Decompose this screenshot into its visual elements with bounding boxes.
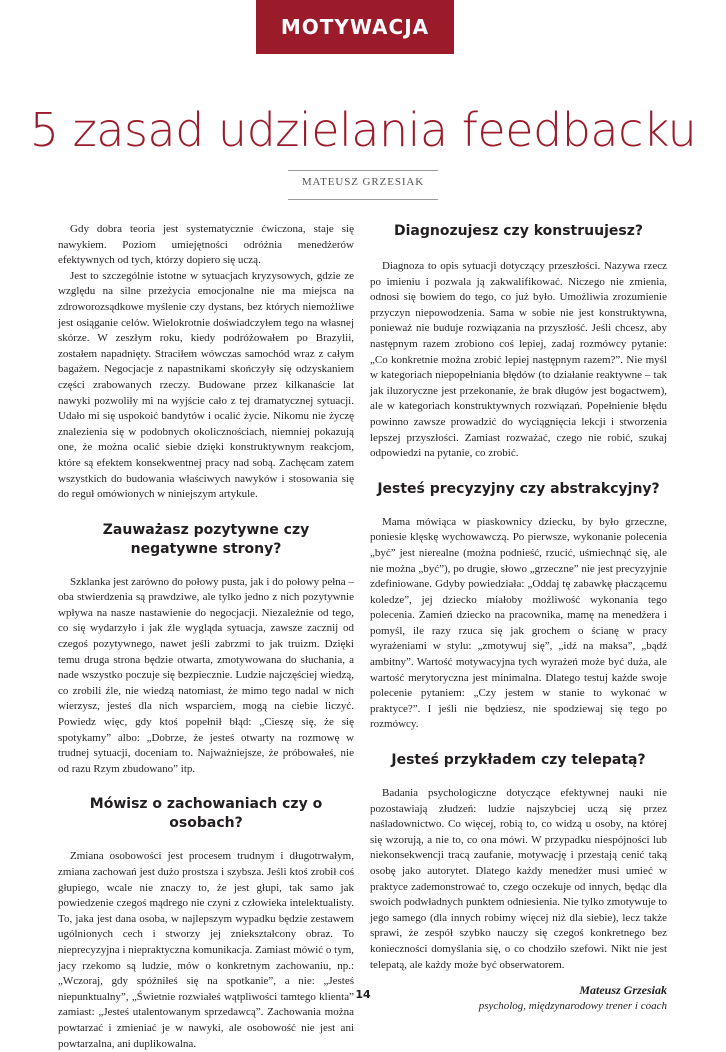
author-rule-bottom xyxy=(288,199,438,200)
author-byline: MATEUSZ GRZESIAK xyxy=(301,176,425,188)
intro-paragraph-1: Gdy dobra teoria jest systematycznie ćwiczona, staje się nawykiem. Poziom umiejętności odróżnia menedżerów efektywnych od tych, którzy dopiero się uczą. xyxy=(58,223,354,267)
signature-name: Mateusz Grzesiak xyxy=(579,983,667,998)
section-label: MOTYWACJA xyxy=(280,15,430,39)
intro-paragraph-2: Jest to szczególnie istotne w sytuacjach kryzysowych, gdzie ze względu na silne przeżycia emocjonalne nie ma miejsca na zdroworozsądkowe myślenie czy dystans, bez których niemożliwe jest osiąganie celów. Wielokrotnie doświadczyłem tego na własnej skórze. W zeszłym roku, kiedy podróżowałem po Brazylii, zostałem napadnięty. Straciłem wówczas samochód wraz z całym bagażem. Negocjacje z napastnikami skończyły się odzyskaniem części zrabowanych rzeczy. Budowane przez kilkanaście lat nawyki pozwoliły mi na wyjście cało z tej dramatycznej sytuacji. Udało mi się uspokoić bandytów i ocalić życie. Nikomu nie życzę znalezienia się w podobnych okolicznościach, niemniej pokazują one, że można ocalić siebie dzięki konstruktywnym reakcjom, które są efektem konsekwentnej pracy nad sobą. Zachęcam zatem wszystkich do budowania właściwych nawyków i stosowania się do reguł omówionych w niniejszym artykule. xyxy=(58,269,354,501)
section-body-example-telepath: Badania psychologiczne dotyczące efektywnej nauki nie pozostawiają złudzeń: ludzie najszybciej uczą się przez naśladownictwo. Co więcej, robią to, co widzą u osoby, na której się wzorują, a nie to, co ona mówi. W przypadku niespójności lub niekonsekwencji tracą zaufanie, motywację i przestają cenić taką osobę jako autorytet. Dlatego każdy menedżer musi umieć w praktyce zademonstrować to, czego oczekuje od innych, będąc dla swoich podwładnych punktem odniesienia. Nie tylko zmotywuje to jego samego (dla innych robimy więcej niż dla siebie), lecz także sprawi, że zespół szybko nauczy się czegoś konkretnego bez konieczności domyślania się, o co chodziło szefowi. Nikt nie jest telepatą, ale każdy może być obserwatorem. xyxy=(370,787,667,971)
section-body-precise-abstract: Mama mówiąca w piaskownicy dziecku, by było grzeczne, poniesie klęskę wychowawczą. Po pierwsze, wykonanie polecenia „być” jest nierealne (można podnieść, rzucić, uśmiechnąć się, ale nie można „być”), po drugie, słowo „grzeczne” nie jest precyzyjnie zdefiniowane. Gdyby powiedziała: „Oddaj tę zabawkę płaczącemu koledze”, jej dziecko miałoby możliwość wykonania tego polecenia. Zamień dziecko na pracownika, mamę na menedżera i pomyśl, ile razy rzuca się jak grochem o ścianę w pracy wyrażeniami w stylu: „zmotywuj się”, „idź na maksa”, „bądź ambitny”. Wartość motywacyjna tych wyrażeń może być duża, ale wartość merytoryczna jest minimalna. Dlatego testuj każde swoje polecenie pytaniem: „Czy jestem w stanie to wykonać w praktyce?”. I jeśli nie będziesz, nie spodziewaj się tego po rozmówcy. xyxy=(370,515,667,731)
section-heading-behaviors-people: Mówisz o zachowaniach czy o osobach? xyxy=(89,796,323,832)
section-body-positive-negative: Szklanka jest zarówno do połowy pusta, jak i do połowy pełna – oba stwierdzenia są prawdziwe, ale tylko jedno z nich pozytywnie wpływa na nasze nastawienie do negocjacji. Niezależnie od tego, co się wydarzyło i jak źle wygląda sytuacja, zawsze zacznij od czegoś pozytywnego, nawet jeśli zabrzmi to jak truizm. Dzięki temu druga strona będzie otwarta, zmotywowana do słuchania, a nade wszystko poczuje się bezpiecznie. Ludzie najczęściej wiedzą, co zrobili źle, nie wiedzą natomiast, że mimo tego nadal w nich wierzysz, jesteś dla nich wsparciem, mogą na ciebie liczyć. Powiedz więc, gdy ktoś popełnił błąd: „Cieszę się, że się spotykamy” albo: „Dobrze, że jesteś otwarty na rozmowę w trudnej sytuacji, doceniam to. Najważniejsze, że próbowałeś, nie od razu Rzym zbudowano” itp. xyxy=(58,575,354,775)
section-heading-positive-negative: Zauważasz pozytywne czy negatywne strony? xyxy=(102,521,310,557)
author-rule-top xyxy=(288,170,438,171)
right-column xyxy=(370,222,667,1012)
section-heading-precise-abstract: Jesteś precyzyjny czy abstrakcyjny? xyxy=(377,480,660,497)
left-column xyxy=(58,222,354,1052)
section-label-tab xyxy=(256,0,454,54)
section-body-diagnose-construct: Diagnoza to opis sytuacji dotyczący przeszłości. Nazywa rzecz po imieniu i pozwala ją zakwalifikować. Niczego nie zmienia, odnosi się bowiem do tego, co już było. Umożliwia zrozumienie przyczyn niepowodzenia. Sama w sobie nie jest konstruktywna, ponieważ nie buduje rozwiązania na przyszłość. Jeśli chcesz, aby następnym razem zrobiono coś lepiej, zadaj rozmówcy pytanie: „Co konkretnie można zrobić lepiej następnym razem?”. Nie myśl w kategoriach niepopełniania błędów (to działanie reaktywne – tak jak iluzoryczne jest przekonanie, że brak długów jest bogactwem), ale w kategoriach konstruktywnych rozwiązań. Popełnienie błędu powinno zawsze prowadzić do wyciągnięcia lekcji i stworzenia lepszej przyszłości. Zamiast rozważać, czego nie robić, szukaj odpowiedzi na pytanie, co zrobić. xyxy=(370,260,667,460)
signature-role: psycholog, międzynarodowy trener i coach xyxy=(478,1000,667,1013)
section-heading-example-telepath: Jesteś przykładem czy telepatą? xyxy=(391,752,646,769)
section-heading-diagnose-construct: Diagnozujesz czy konstruujesz? xyxy=(394,223,643,239)
page-number: 14 xyxy=(355,988,371,1001)
section-body-behaviors-people: Zmiana osobowości jest procesem trudnym i długotrwałym, zmiana zachowań jest dużo prostsza i szybsza. Jeśli ktoś zrobił coś głupiego, wcale nie znaczy to, że jest głupi, tak samo jak powiedzenie czegoś mądrego nie czyni z człowieka intelektualisty. To, jaka jest dana osoba, w najlepszym wypadku będzie zestawem ugólnionych cech i stworzy jej zniekształcony obraz. To nieprecyzyjna i niepraktyczna komunikacja. Zamiast mówić o tym, jacy rzekomo są ludzie, mów o konkretnym zachowaniu, np.: „Wczoraj, gdy spóźniłeś się na spotkanie”, a nie: „Jesteś niepunktualny”, „Świetnie rozwiałeś wątpliwości tamtego klienta” zamiast: „Jesteś utalentowanym sprzedawcą”. Zachowania można powtarzać i zmieniać je w nawyki, ale osobowość nie jest ani powtarzalna, ani duplikowalna. xyxy=(58,850,354,1050)
article-title: 5 zasad udzielania feedbacku xyxy=(29,103,697,157)
